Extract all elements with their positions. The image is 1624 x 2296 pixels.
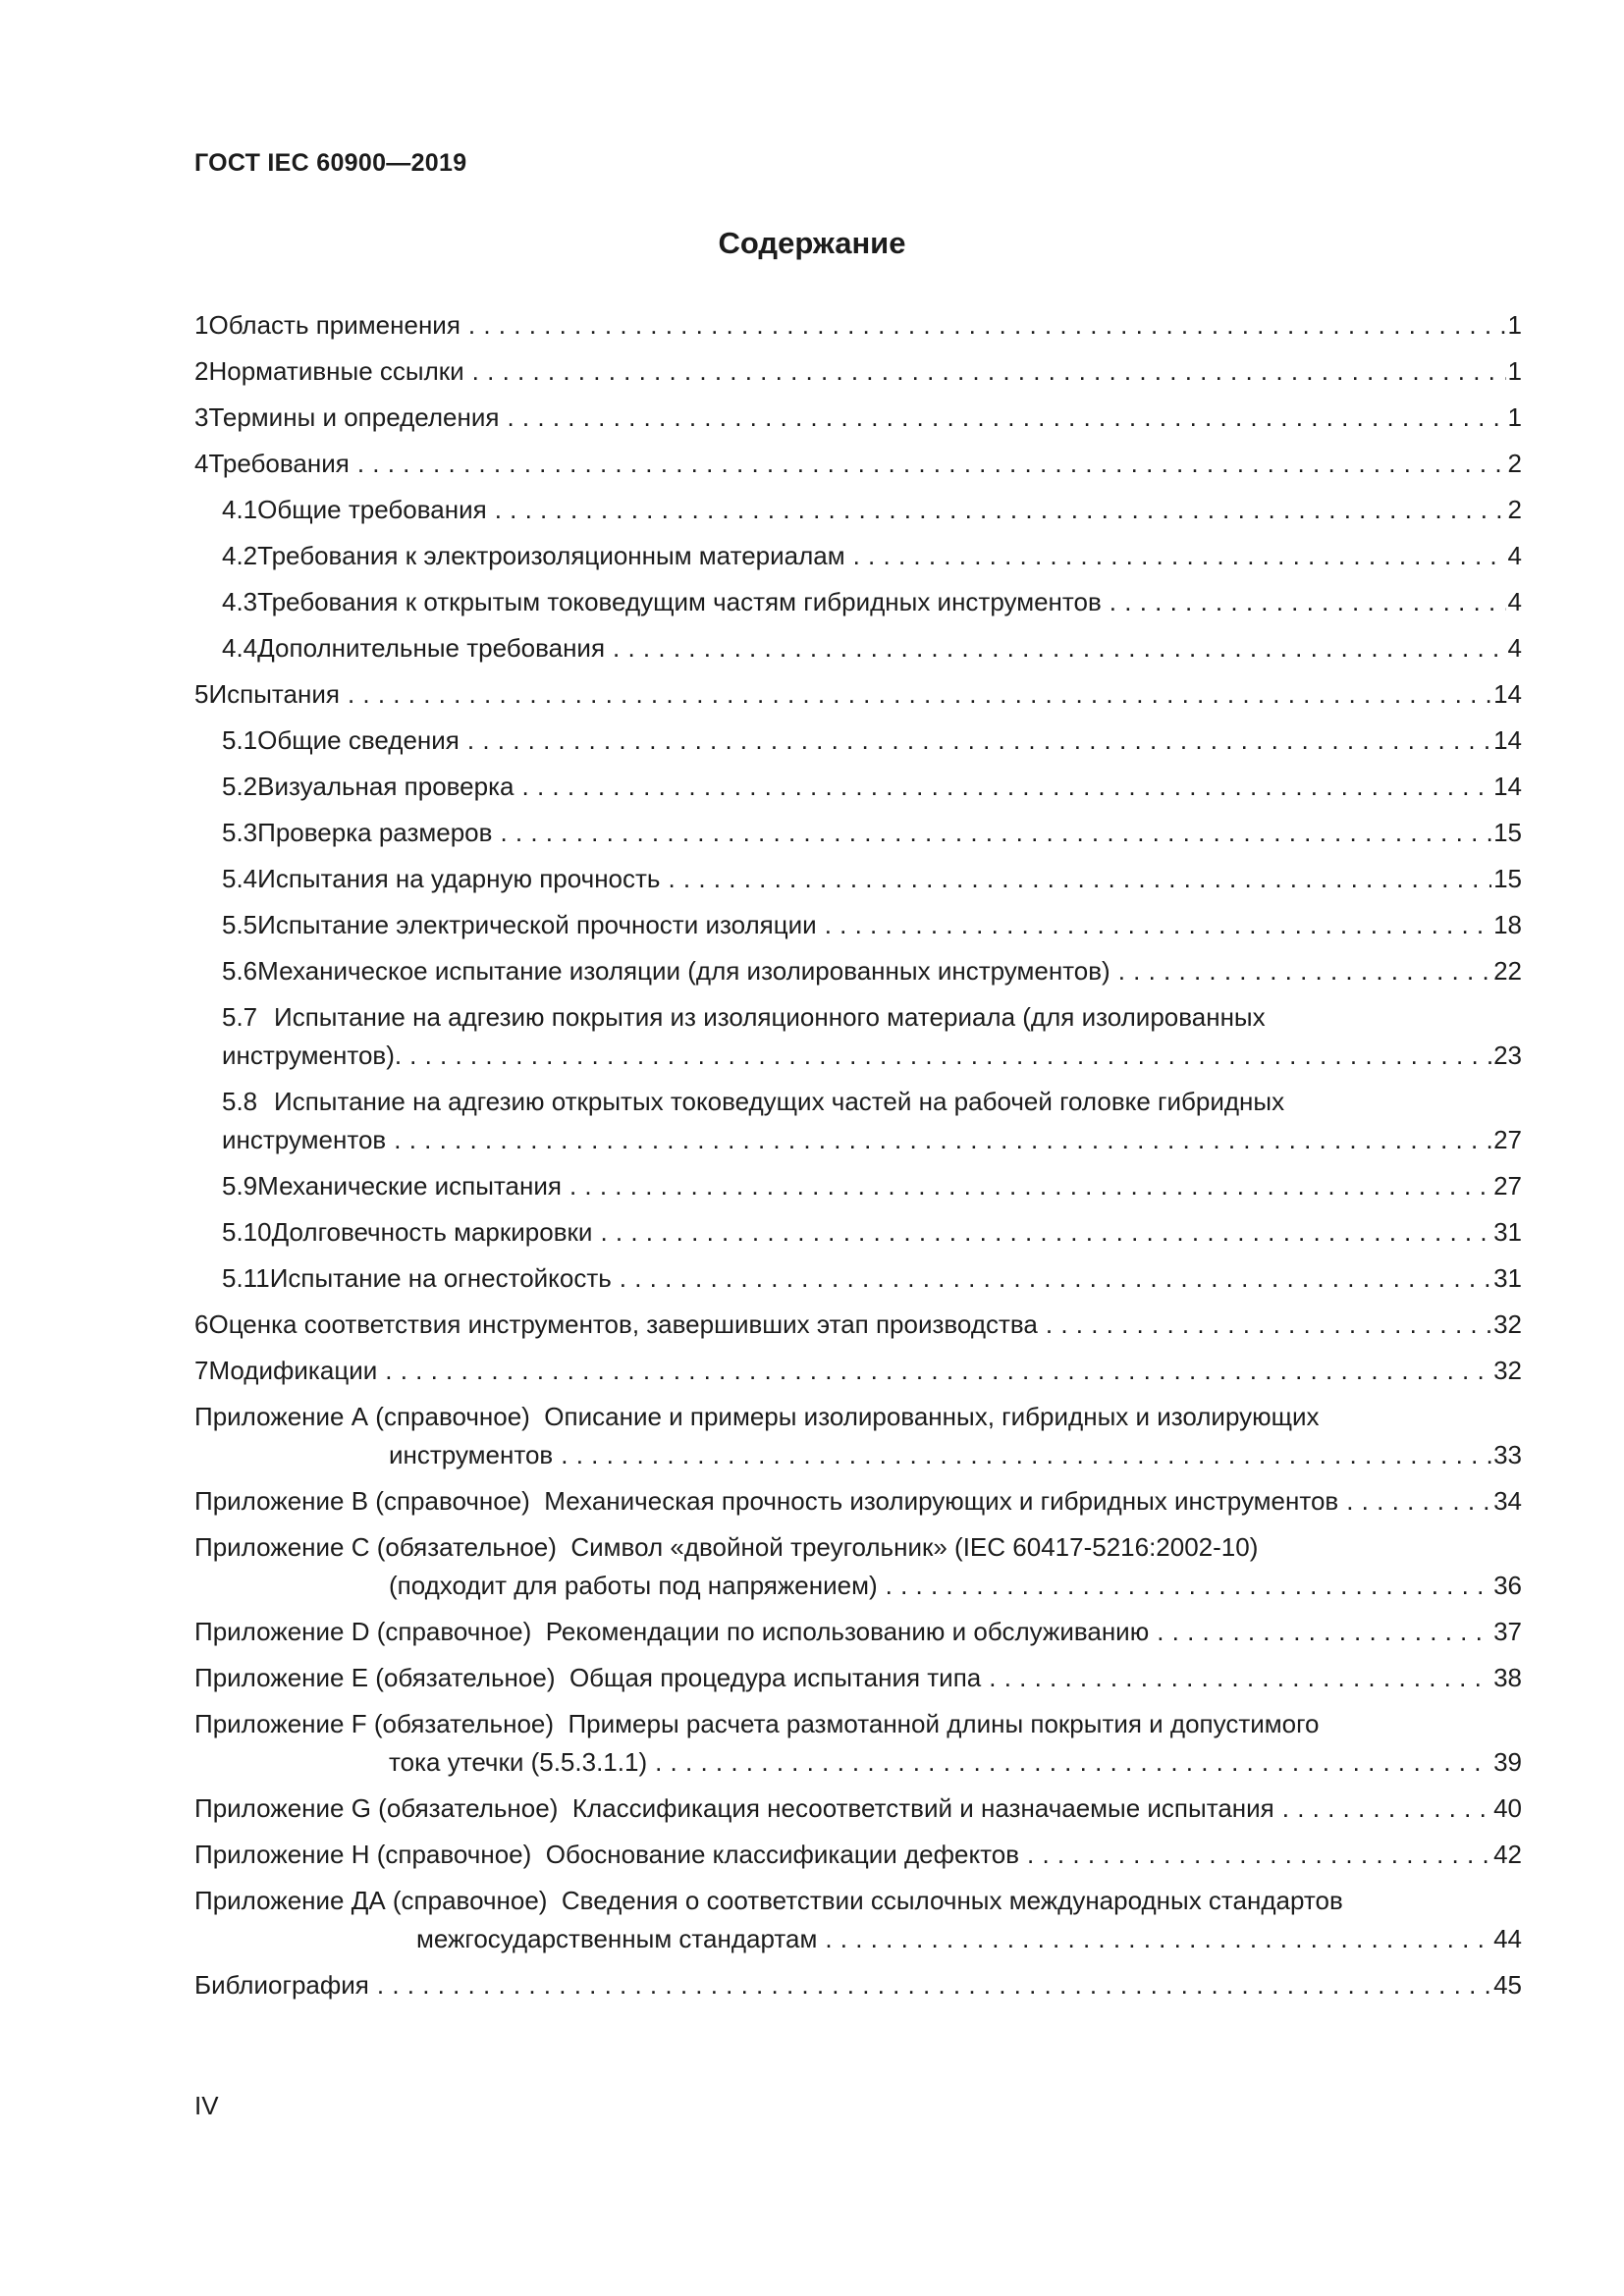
toc-entry-title: Проверка размеров (257, 818, 493, 847)
dot-leader (1346, 1482, 1491, 1521)
toc-entry-page: 1 (1507, 402, 1522, 432)
toc-entry-number: 4.2 (222, 541, 258, 570)
toc-entry-title: Испытания (208, 679, 340, 709)
appendix-label: Приложение F (обязательное) (194, 1709, 555, 1738)
dot-leader (886, 1567, 1491, 1605)
dot-leader (668, 860, 1491, 898)
dot-leader (500, 814, 1491, 852)
toc-entry-5-7[interactable] (194, 998, 1522, 1075)
toc-entry-number: 5.10 (222, 1217, 272, 1247)
toc-entry-4[interactable] (194, 445, 1522, 483)
dot-leader (1046, 1306, 1491, 1344)
dot-leader (348, 675, 1491, 714)
appendix-label: Приложение Е (обязательное) (194, 1663, 556, 1692)
dot-leader (522, 768, 1492, 806)
toc-entry-title: Область применения (208, 310, 460, 340)
toc-entry-number: 5.5 (222, 910, 258, 939)
dot-leader (394, 1121, 1491, 1159)
toc-entry-page: 4 (1507, 587, 1522, 616)
toc-entry-page: 2 (1507, 449, 1522, 478)
toc-entry-1[interactable] (194, 306, 1522, 345)
toc-entry-7[interactable] (194, 1352, 1522, 1390)
toc-entry-number: 4 (194, 449, 209, 478)
toc-entry-5-6[interactable] (194, 952, 1522, 990)
toc-entry-title: Общая процедура испытания типа (568, 1663, 982, 1692)
table-of-contents (194, 306, 1522, 2012)
toc-entry-page: 27 (1493, 1171, 1522, 1201)
toc-entry-title: Испытание на адгезию покрытия из изоляционного материала (для изолированных (274, 1002, 1266, 1032)
toc-entry-number: 1 (194, 310, 209, 340)
toc-entry-page: 37 (1493, 1617, 1522, 1646)
toc-entry-number: 5.11 (222, 1263, 270, 1293)
toc-entry-title: Общие требования (257, 495, 487, 524)
toc-entry-title: Требования к электроизоляционным материалам (257, 541, 845, 570)
dot-leader (1118, 952, 1491, 990)
toc-entry-5-2[interactable] (194, 768, 1522, 806)
toc-entry-page: 23 (1493, 1041, 1522, 1070)
dot-leader (507, 399, 1505, 437)
toc-entry-title: Символ «двойной треугольник» (IEC 60417-5216:2002-10) (570, 1532, 1259, 1562)
toc-entry-title: Обоснование классификации дефектов (545, 1840, 1020, 1869)
toc-entry-title-continued: инструментов (389, 1440, 554, 1469)
dot-leader (1157, 1613, 1491, 1651)
toc-entry-bibliography[interactable] (194, 1966, 1522, 2004)
appendix-label: Приложение ДА (справочное) (194, 1886, 548, 1915)
toc-entry-title: Долговечность маркировки (271, 1217, 593, 1247)
dot-leader (613, 629, 1506, 667)
toc-entry-number: 5.2 (222, 772, 258, 801)
toc-entry-number: 5.1 (222, 725, 258, 755)
toc-entry-3[interactable] (194, 399, 1522, 437)
toc-entry-page: 36 (1493, 1571, 1522, 1600)
dot-leader (600, 1213, 1491, 1252)
toc-entry-appendix-f[interactable] (194, 1705, 1522, 1782)
toc-entry-title: Дополнительные требования (257, 633, 606, 663)
toc-entry-appendix-h[interactable] (194, 1836, 1522, 1874)
dot-leader (468, 306, 1506, 345)
toc-entry-title: Примеры расчета размотанной длины покрытия и допустимого (568, 1709, 1320, 1738)
toc-entry-title: Сведения о соответствии ссылочных международных стандартов (561, 1886, 1343, 1915)
appendix-label: Приложение Н (справочное) (194, 1840, 532, 1869)
dot-leader (1282, 1789, 1491, 1828)
toc-entry-5-11[interactable] (194, 1259, 1522, 1298)
appendix-label: Приложение А (справочное) (194, 1402, 530, 1431)
toc-entry-number: 5.7 (222, 1002, 258, 1032)
toc-entry-appendix-g[interactable] (194, 1789, 1522, 1828)
dot-leader (357, 445, 1506, 483)
toc-entry-5-5[interactable] (194, 906, 1522, 944)
toc-entry-title: Механические испытания (257, 1171, 562, 1201)
dot-leader (495, 491, 1506, 529)
toc-entry-title: Испытание на огнестойкость (269, 1263, 612, 1293)
toc-entry-page: 14 (1493, 725, 1522, 755)
toc-entry-number: 5.9 (222, 1171, 258, 1201)
toc-entry-2[interactable] (194, 352, 1522, 391)
toc-entry-5[interactable] (194, 675, 1522, 714)
dot-leader (989, 1659, 1491, 1697)
toc-entry-page: 32 (1493, 1356, 1522, 1385)
dot-leader (1110, 583, 1506, 621)
toc-entry-page: 1 (1507, 356, 1522, 386)
toc-entry-number: 4.3 (222, 587, 258, 616)
toc-entry-title-continued: инструментов). (222, 1041, 403, 1070)
toc-entry-title: Испытание на адгезию открытых токоведущих частей на рабочей головке гибридных (274, 1087, 1285, 1116)
toc-entry-title: Классификация несоответствий и назначаемые испытания (571, 1793, 1274, 1823)
toc-entry-title: Механическое испытание изоляции (для изолированных инструментов) (257, 956, 1110, 986)
toc-entry-number: 4.4 (222, 633, 258, 663)
toc-entry-number: 5 (194, 679, 209, 709)
toc-entry-page: 1 (1507, 310, 1522, 340)
toc-entry-number: 4.1 (222, 495, 258, 524)
page-number: IV (194, 2091, 219, 2120)
toc-entry-page: 27 (1493, 1125, 1522, 1154)
toc-entry-number: 5.3 (222, 818, 258, 847)
toc-entry-number: 5.8 (222, 1087, 258, 1116)
toc-entry-page: 4 (1507, 541, 1522, 570)
toc-entry-page: 44 (1493, 1924, 1522, 1953)
toc-entry-6[interactable] (194, 1306, 1522, 1344)
toc-entry-page: 14 (1493, 679, 1522, 709)
toc-entry-page: 31 (1493, 1263, 1522, 1293)
dot-leader (561, 1436, 1491, 1474)
toc-entry-appendix-e[interactable] (194, 1659, 1522, 1697)
toc-entry-title: Нормативные ссылки (208, 356, 464, 386)
toc-entry-page: 2 (1507, 495, 1522, 524)
toc-entry-title: Испытание электрической прочности изоляции (257, 910, 817, 939)
toc-entry-4-4[interactable] (194, 629, 1522, 667)
toc-entry-title: Общие сведения (257, 725, 460, 755)
toc-entry-title: Модификации (208, 1356, 378, 1385)
toc-entry-number: 5.4 (222, 864, 258, 893)
toc-entry-page: 15 (1493, 864, 1522, 893)
toc-entry-appendix-c[interactable] (194, 1528, 1522, 1605)
toc-entry-page: 22 (1493, 956, 1522, 986)
toc-entry-5-8[interactable] (194, 1083, 1522, 1159)
toc-entry-5-10[interactable] (194, 1213, 1522, 1252)
toc-entry-page: 45 (1493, 1970, 1522, 2000)
toc-entry-page: 14 (1493, 772, 1522, 801)
toc-entry-page: 42 (1493, 1840, 1522, 1869)
toc-entry-number: 5.6 (222, 956, 258, 986)
appendix-label: Приложение D (справочное) (194, 1617, 532, 1646)
dot-leader (569, 1167, 1491, 1205)
document-header: ГОСТ IEC 60900—2019 (194, 149, 467, 177)
toc-entry-title-continued: (подходит для работы под напряжением) (389, 1571, 878, 1600)
toc-entry-number: 6 (194, 1309, 209, 1339)
toc-entry-page: 39 (1493, 1747, 1522, 1777)
toc-entry-number: 2 (194, 356, 209, 386)
dot-leader (825, 906, 1491, 944)
toc-entry-page: 15 (1493, 818, 1522, 847)
dot-leader (385, 1352, 1491, 1390)
toc-entry-page: 32 (1493, 1309, 1522, 1339)
toc-entry-5-9[interactable] (194, 1167, 1522, 1205)
toc-entry-title: Требования (208, 449, 350, 478)
toc-entry-title: Оценка соответствия инструментов, завершивших этап производства (208, 1309, 1038, 1339)
toc-entry-page: 40 (1493, 1793, 1522, 1823)
toc-entry-appendix-b[interactable] (194, 1482, 1522, 1521)
toc-entry-title: Механическая прочность изолирующих и гибридных инструментов (544, 1486, 1339, 1516)
dot-leader (467, 721, 1491, 760)
toc-entry-page: 34 (1493, 1486, 1522, 1516)
toc-entry-title: Требования к открытым токоведущим частям гибридных инструментов (257, 587, 1102, 616)
toc-entry-page: 31 (1493, 1217, 1522, 1247)
toc-entry-title: Описание и примеры изолированных, гибридных и изолирующих (544, 1402, 1320, 1431)
toc-entry-title-continued: инструментов (222, 1125, 387, 1154)
dot-leader (853, 537, 1506, 575)
toc-entry-page: 18 (1493, 910, 1522, 939)
dot-leader (377, 1966, 1491, 2004)
toc-entry-4-2[interactable] (194, 537, 1522, 575)
dot-leader (620, 1259, 1491, 1298)
toc-entry-5-4[interactable] (194, 860, 1522, 898)
appendix-label: Приложение В (справочное) (194, 1486, 530, 1516)
toc-entry-appendix-da[interactable] (194, 1882, 1522, 1958)
dot-leader (655, 1743, 1491, 1782)
toc-entry-title: Визуальная проверка (257, 772, 514, 801)
appendix-label: Приложение С (обязательное) (194, 1532, 557, 1562)
toc-entry-title-continued: тока утечки (5.5.3.1.1) (389, 1747, 648, 1777)
toc-entry-title: Библиография (194, 1970, 369, 2000)
dot-leader (472, 352, 1506, 391)
toc-entry-appendix-d[interactable] (194, 1613, 1522, 1651)
toc-entry-page: 38 (1493, 1663, 1522, 1692)
toc-entry-5-3[interactable] (194, 814, 1522, 852)
dot-leader (409, 1037, 1491, 1075)
toc-entry-title-continued: межгосударственным стандартам (416, 1924, 818, 1953)
toc-entry-page: 4 (1507, 633, 1522, 663)
toc-entry-title: Термины и определения (208, 402, 500, 432)
dot-leader (825, 1920, 1491, 1958)
appendix-label: Приложение G (обязательное) (194, 1793, 559, 1823)
toc-entry-page: 33 (1493, 1440, 1522, 1469)
toc-entry-number: 3 (194, 402, 209, 432)
toc-entry-number: 7 (194, 1356, 209, 1385)
toc-entry-appendix-a[interactable] (194, 1398, 1522, 1474)
toc-entry-title: Рекомендации по использованию и обслуживанию (545, 1617, 1150, 1646)
toc-entry-5-1[interactable] (194, 721, 1522, 760)
toc-title: Содержание (718, 226, 906, 260)
dot-leader (1027, 1836, 1491, 1874)
toc-entry-4-3[interactable] (194, 583, 1522, 621)
toc-entry-title: Испытания на ударную прочность (257, 864, 661, 893)
toc-entry-4-1[interactable] (194, 491, 1522, 529)
